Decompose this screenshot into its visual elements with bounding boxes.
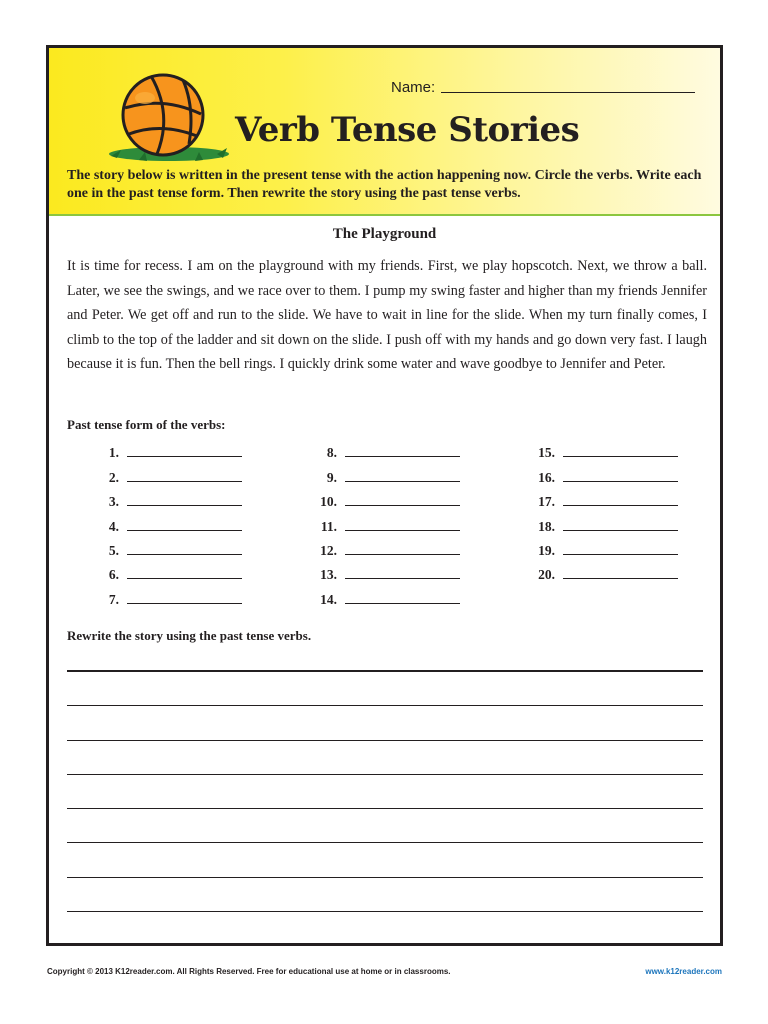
verb-blank-number: 5. — [108, 542, 119, 558]
verb-blank-number: 11. — [320, 518, 337, 534]
header-banner — [49, 48, 720, 214]
writing-line[interactable] — [67, 670, 703, 672]
worksheet-frame — [46, 45, 723, 946]
copyright-text: Copyright © 2013 K12reader.com. All Rights Reserved. Free for educational use at home or in classrooms. — [47, 967, 451, 976]
verb-blank-row — [307, 510, 460, 534]
website-link[interactable]: www.k12reader.com — [645, 967, 722, 976]
verb-answer-line[interactable] — [345, 530, 460, 531]
verb-blank-row — [307, 486, 460, 510]
verbs-section-label: Past tense form of the verbs: — [67, 417, 226, 432]
verb-answer-line[interactable] — [127, 456, 242, 457]
verb-blank-number: 16. — [538, 469, 555, 485]
verb-blank-number: 8. — [326, 445, 337, 461]
writing-line[interactable] — [67, 740, 703, 741]
writing-line[interactable] — [67, 774, 703, 775]
verb-blank-row — [307, 535, 460, 559]
verb-blank-number: 4. — [108, 518, 119, 534]
header-divider — [49, 214, 720, 216]
verb-blank-row — [89, 461, 242, 485]
verb-blank-number: 20. — [538, 567, 555, 583]
verb-answer-line[interactable] — [345, 554, 460, 555]
verb-blank-number: 7. — [108, 591, 119, 607]
verb-blank-row — [525, 486, 678, 510]
basketball-icon — [99, 68, 229, 168]
verb-blank-row — [525, 461, 678, 485]
verb-blank-number: 3. — [108, 494, 119, 510]
verb-blanks-column-1 — [89, 437, 242, 608]
verb-blank-row — [307, 559, 460, 583]
verb-blank-row — [307, 437, 460, 461]
verb-answer-line[interactable] — [563, 530, 678, 531]
writing-line[interactable] — [67, 877, 703, 878]
verb-blank-row — [89, 437, 242, 461]
verb-blank-number: 1. — [108, 445, 119, 461]
rewrite-section-label: Rewrite the story using the past tense verbs. — [67, 628, 312, 643]
verb-answer-line[interactable] — [345, 505, 460, 506]
verb-blank-number: 17. — [538, 494, 555, 510]
verb-blank-row — [89, 583, 242, 607]
verb-blank-number: 19. — [538, 542, 555, 558]
verb-blank-number: 9. — [326, 469, 337, 485]
verb-answer-line[interactable] — [127, 530, 242, 531]
instructions-text: The story below is written in the present tense with the action happening now. Circle the verbs. Write each one in the past tense form. Then rewrite the story using the past tense verbs. — [67, 168, 702, 201]
verb-answer-line[interactable] — [563, 505, 678, 506]
verb-answer-line[interactable] — [127, 554, 242, 555]
verb-blank-row — [89, 559, 242, 583]
verb-blank-number: 13. — [320, 567, 337, 583]
verb-answer-line[interactable] — [563, 554, 678, 555]
writing-line[interactable] — [67, 911, 703, 912]
verb-answer-line[interactable] — [345, 578, 460, 579]
verb-blank-number: 12. — [320, 542, 337, 558]
verb-answer-line[interactable] — [127, 603, 242, 604]
verb-blanks-column-3 — [525, 437, 678, 583]
writing-line[interactable] — [67, 842, 703, 843]
verb-blank-row — [307, 583, 460, 607]
name-label: Name: — [391, 79, 436, 96]
verb-blank-row — [525, 535, 678, 559]
verb-blank-row — [525, 559, 678, 583]
verb-answer-line[interactable] — [563, 578, 678, 579]
verb-answer-line[interactable] — [563, 456, 678, 457]
verb-answer-line[interactable] — [127, 481, 242, 482]
verb-blank-number: 18. — [538, 518, 555, 534]
name-field — [391, 74, 695, 96]
story-title: The Playground — [332, 226, 437, 242]
verb-blank-row — [525, 437, 678, 461]
verb-blank-row — [89, 486, 242, 510]
verb-blanks-column-2 — [307, 437, 460, 608]
verb-answer-line[interactable] — [345, 481, 460, 482]
verb-answer-line[interactable] — [127, 505, 242, 506]
verb-blank-number: 10. — [320, 494, 337, 510]
verb-blank-number: 6. — [108, 567, 119, 583]
verb-answer-line[interactable] — [127, 578, 242, 579]
verb-blank-number: 14. — [320, 591, 337, 607]
verb-blank-row — [307, 461, 460, 485]
verb-blank-row — [89, 510, 242, 534]
rewrite-lines — [67, 670, 703, 945]
verb-answer-line[interactable] — [345, 456, 460, 457]
verb-blank-row — [89, 535, 242, 559]
story-paragraph: It is time for recess. I am on the playground with my friends. First, we play hopscotch. Next, we throw a ball. Later, we see the swings, and we race over to them. I pump my swing faster and higher than my friends Jennifer and Peter. We get off and run to the slide. We have to wait in line for the slide. When my turn finally comes, I climb to the top of the ladder and sit down on the slide. I push off with my hands and go down very fast. I laugh because it is fun. Then the bell rings. I quickly drink some water and wave goodbye to Jennifer and Peter. — [67, 258, 707, 372]
verb-blank-row — [525, 510, 678, 534]
verb-answer-line[interactable] — [345, 603, 460, 604]
writing-line[interactable] — [67, 705, 703, 706]
verb-answer-line[interactable] — [563, 481, 678, 482]
writing-line[interactable] — [67, 808, 703, 809]
name-blank-line[interactable] — [441, 92, 695, 93]
verb-blank-number: 15. — [538, 445, 555, 461]
verb-blank-number: 2. — [108, 469, 119, 485]
worksheet-title: Verb Tense Stories — [235, 110, 580, 150]
